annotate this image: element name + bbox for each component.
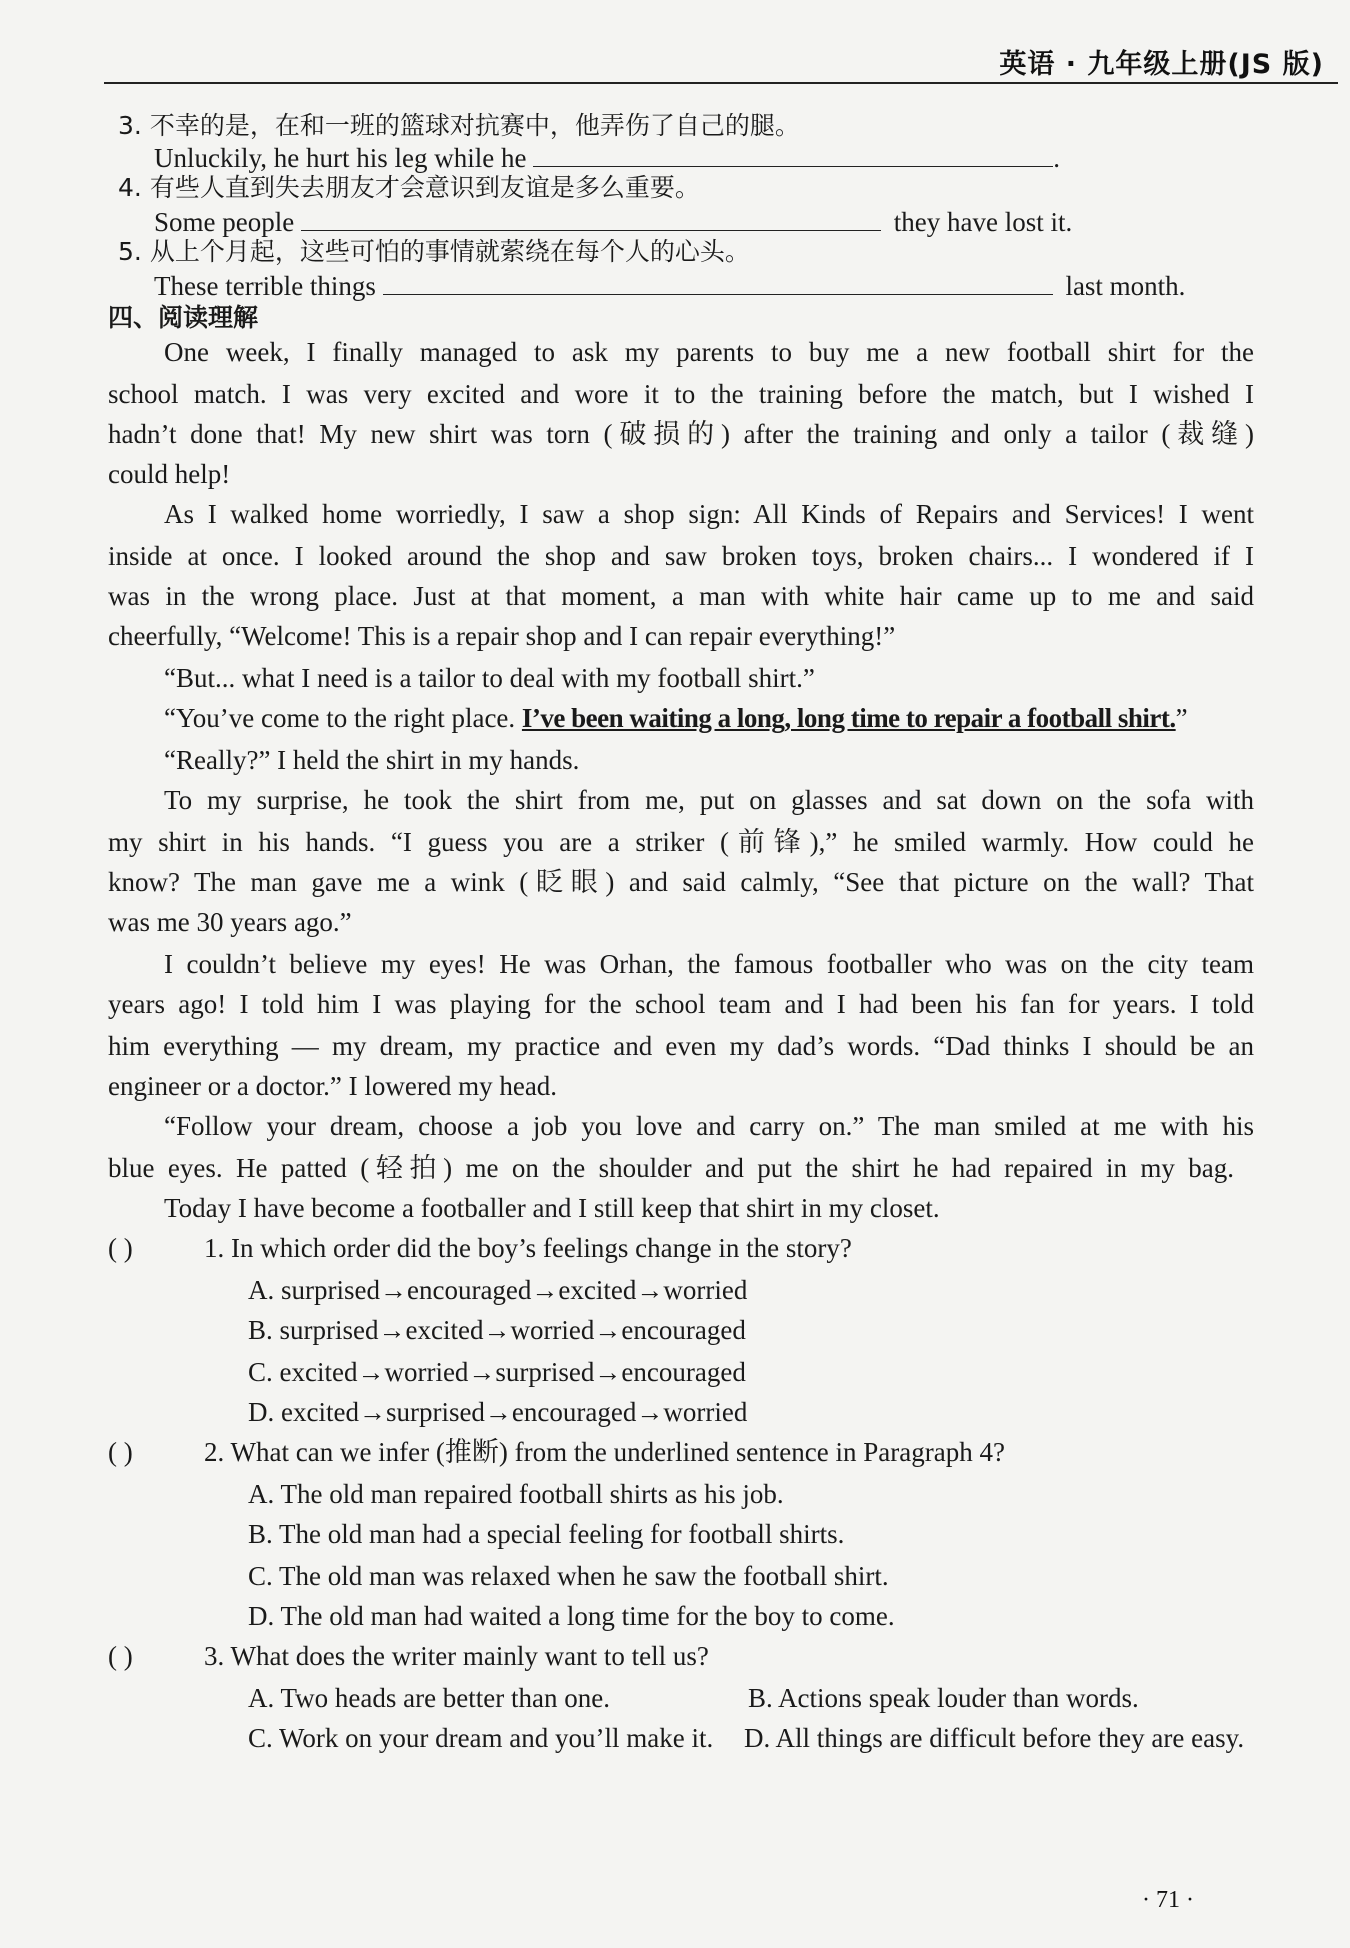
passage-line: was in the wrong place. Just at that moment, a man with white hair came up to me and said: [108, 581, 1254, 611]
question-option[interactable]: D. excited→surprised→encouraged→worried: [248, 1397, 748, 1427]
question-option[interactable]: B. Actions speak louder than words.: [748, 1683, 1139, 1713]
underlined-sentence: I’ve been waiting a long, long time to repair a football shirt.: [521, 703, 1176, 733]
answer-paren[interactable]: ( ): [108, 1437, 133, 1467]
question-1-stem: ( ) 1. In which order did the boy’s feelings change in the story?: [108, 1228, 1258, 1268]
passage-line: my shirt in his hands. “I guess you are a striker (前锋),” he smiled warmly. How could he: [108, 827, 1254, 857]
passage-line: As I walked home worriedly, I saw a shop sign: All Kinds of Repairs and Services! I went: [164, 499, 1254, 529]
passage-line: “But... what I need is a tailor to deal with my football shirt.”: [164, 663, 815, 693]
translation-3-cn: 3. 不幸的是，在和一班的篮球对抗赛中，他弄伤了自己的腿。: [118, 111, 800, 140]
translation-5-cn: 5. 从上个月起，这些可怕的事情就萦绕在每个人的心头。: [118, 237, 750, 266]
question-option[interactable]: A. Two heads are better than one.: [248, 1683, 610, 1713]
answer-blank[interactable]: [383, 266, 1053, 295]
passage-line: him everything — my dream, my practice and even my dad’s words. “Dad thinks I should be an: [108, 1031, 1254, 1061]
passage-line: “Really?” I held the shirt in my hands.: [164, 745, 580, 775]
passage-line: “You’ve come to the right place. I’ve been waiting a long, long time to repair a football shirt.”: [164, 703, 1188, 733]
answer-paren[interactable]: ( ): [108, 1233, 133, 1263]
question-option[interactable]: C. The old man was relaxed when he saw the football shirt.: [248, 1561, 889, 1591]
page-number: · 71 ·: [1142, 1887, 1194, 1913]
passage-line: engineer or a doctor.” I lowered my head.: [108, 1071, 558, 1101]
question-option[interactable]: A. surprised→encouraged→excited→worried: [248, 1275, 748, 1305]
passage-line: was me 30 years ago.”: [108, 907, 352, 937]
passage-line: Today I have become a footballer and I still keep that shirt in my closet.: [164, 1193, 940, 1223]
header-title: 英语 · 九年级上册(JS 版): [999, 49, 1324, 80]
question-option[interactable]: B. The old man had a special feeling for football shirts.: [248, 1519, 845, 1549]
passage-line: One week, I finally managed to ask my parents to buy me a new football shirt for the: [164, 337, 1254, 367]
passage-line: To my surprise, he took the shirt from me, put on glasses and sat down on the sofa with: [164, 785, 1254, 815]
translation-3-en: Unluckily, he hurt his leg while he .: [154, 138, 1304, 178]
passage-line: could help!: [108, 459, 231, 489]
translation-4-en: Some people they have lost it.: [154, 202, 1304, 242]
question-option[interactable]: C. excited→worried→surprised→encouraged: [248, 1357, 746, 1387]
answer-paren[interactable]: ( ): [108, 1641, 133, 1671]
answer-blank[interactable]: [533, 138, 1053, 167]
passage-line: hadn’t done that! My new shirt was torn (破损的) after the training and only a tailor (裁缝): [108, 419, 1254, 449]
passage-line: years ago! I told him I was playing for the school team and I had been his fan for years. I told: [108, 989, 1254, 1019]
passage-line: I couldn’t believe my eyes! He was Orhan, the famous footballer who was on the city team: [164, 949, 1254, 979]
translation-4-cn: 4. 有些人直到失去朋友才会意识到友谊是多么重要。: [118, 173, 700, 202]
question-option[interactable]: D. The old man had waited a long time for the boy to come.: [248, 1601, 895, 1631]
header-rule: [104, 82, 1338, 84]
passage-line: “Follow your dream, choose a job you love and carry on.” The man smiled at me with his: [164, 1111, 1254, 1141]
question-option[interactable]: B. surprised→excited→worried→encouraged: [248, 1315, 746, 1345]
answer-blank[interactable]: [301, 202, 881, 231]
question-option[interactable]: C. Work on your dream and you’ll make it.: [248, 1723, 714, 1753]
passage-line: inside at once. I looked around the shop and saw broken toys, broken chairs... I wondered if I: [108, 541, 1254, 571]
section-title: 四、阅读理解: [108, 303, 259, 332]
passage-line: cheerfully, “Welcome! This is a repair shop and I can repair everything!”: [108, 621, 896, 651]
question-3-stem: ( ) 3. What does the writer mainly want to tell us?: [108, 1636, 1258, 1676]
passage-line: know? The man gave me a wink (眨眼) and said calmly, “See that picture on the wall? That: [108, 867, 1254, 897]
question-2-stem: ( ) 2. What can we infer (推断) from the underlined sentence in Paragraph 4?: [108, 1432, 1258, 1472]
passage-line: school match. I was very excited and wore it to the training before the match, but I wished I: [108, 379, 1254, 409]
translation-5-en: These terrible things last month.: [154, 266, 1304, 306]
passage-line: blue eyes. He patted (轻拍) me on the shoulder and put the shirt he had repaired in my bag.: [108, 1153, 1234, 1183]
question-option[interactable]: D. All things are difficult before they are easy.: [744, 1723, 1245, 1753]
question-option[interactable]: A. The old man repaired football shirts as his job.: [248, 1479, 784, 1509]
